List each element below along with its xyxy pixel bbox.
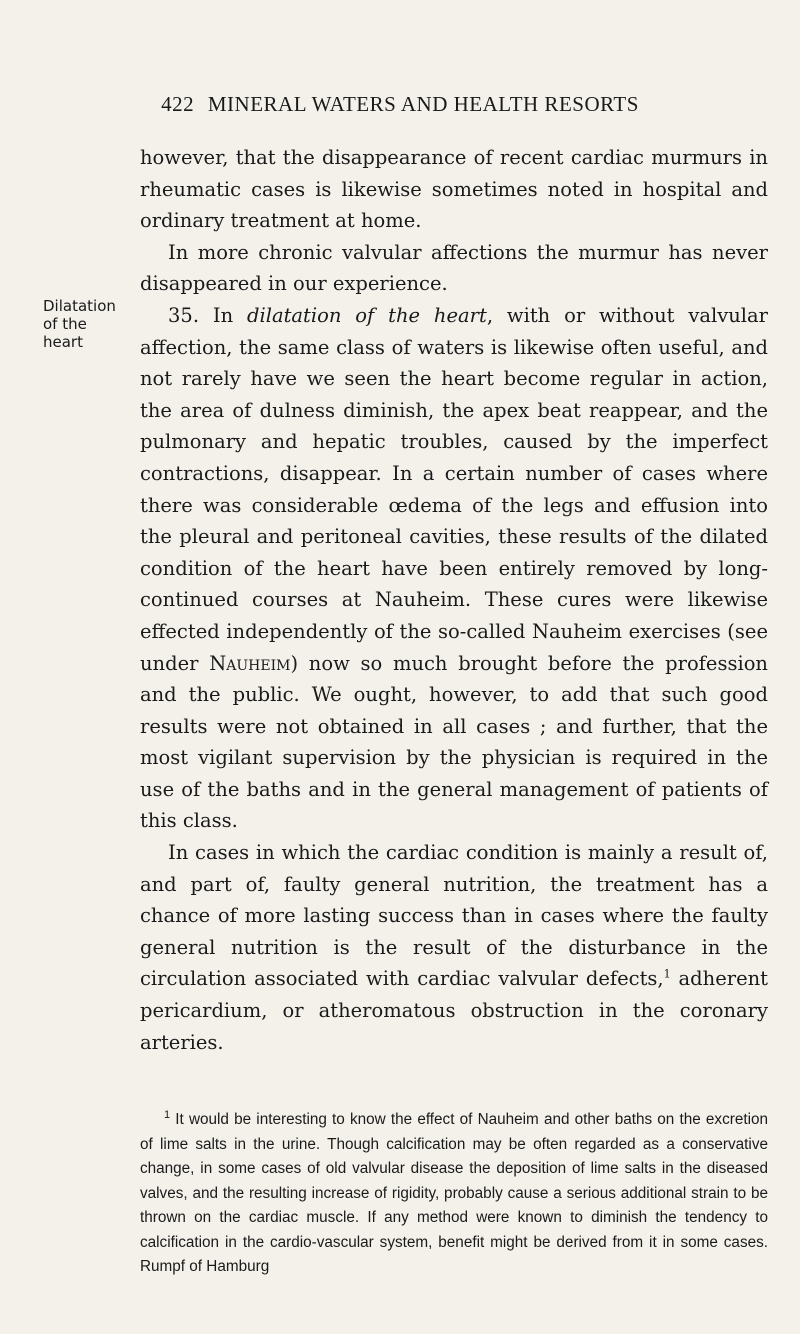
footnote-marker: 1 bbox=[164, 1108, 171, 1121]
section-number: 35. In bbox=[168, 303, 248, 327]
margin-note bbox=[43, 297, 133, 351]
body-text bbox=[140, 142, 768, 1058]
footnote-body: It would be interesting to know the effect of Nauheim and other baths on the excretion of lime salts in the urine. Though calcification may be often regarded as a conservative change, in some cases of old valvular disease the deposition of lime salts in the diseased valves, and the resulting increase of rigidity, probably cause a serious additional strain to be thrown on the cardiac muscle. If any method were known to diminish the tendency to calcification in the cardio-vascular system, benefit might be derived from it in some cases. Rumpf of Hamburg bbox=[140, 1111, 768, 1275]
footnote-ref: 1 bbox=[663, 967, 671, 981]
paragraph bbox=[140, 837, 768, 1058]
paragraph: however, that the disappearance of recent cardiac murmurs in rheumatic cases is likewise sometimes noted in hospital and ordinary treatment at home. bbox=[140, 146, 768, 233]
page-number: 422 bbox=[161, 92, 195, 116]
paragraph-text: , with or without valvular affection, the same class of waters is likewise often useful, and not rarely have we seen the heart become regular in action, the area of dulness diminish, the apex beat reappear, and the pulmonary and hepatic troubles, caused by the imperfect contractions, disappear. In a certain number of cases where there was considerable œdema of the legs and effusion into the pleural and peritoneal cavities, these results of the dilated condition of the heart have been entirely removed by long-continued courses at Nauheim. These cures were likewise effected independently of the so-called Nauheim exercises (see under bbox=[140, 303, 768, 675]
paragraph-section-35 bbox=[140, 300, 768, 837]
margin-note-line: Dilatation bbox=[43, 297, 116, 315]
running-header bbox=[0, 92, 800, 117]
running-title: MINERAL WATERS AND HEALTH RESORTS bbox=[207, 92, 639, 116]
margin-note-line: of the bbox=[43, 315, 87, 333]
paragraph: In more chronic valvular affections the murmur has never disappeared in our experience. bbox=[140, 240, 768, 296]
paragraph-text: ) now so much brought before the profession and the public. We ought, however, to add that such good results were not obtained in all cases ; and further, that the most vigilant supervision by the physician is required in the use of the baths and in the general management of patients of this class. bbox=[140, 651, 768, 833]
footnote bbox=[140, 1108, 768, 1280]
paragraph-text: In cases in which the cardiac condition is mainly a result of, and part of, faulty general nutrition, the treatment has a chance of more lasting success than in cases where the faulty general nutrition is the result of the disturbance in the circulation associated with cardiac valvular defects, bbox=[140, 841, 768, 991]
cross-reference: Nauheim bbox=[209, 651, 291, 675]
paragraph-text: adherent pericardium, or atheromatous obstruction in the coronary arteries. bbox=[140, 967, 769, 1054]
italic-term: dilatation of the heart bbox=[247, 303, 487, 327]
footnote-text bbox=[140, 1108, 768, 1280]
margin-note-line: heart bbox=[43, 333, 83, 351]
